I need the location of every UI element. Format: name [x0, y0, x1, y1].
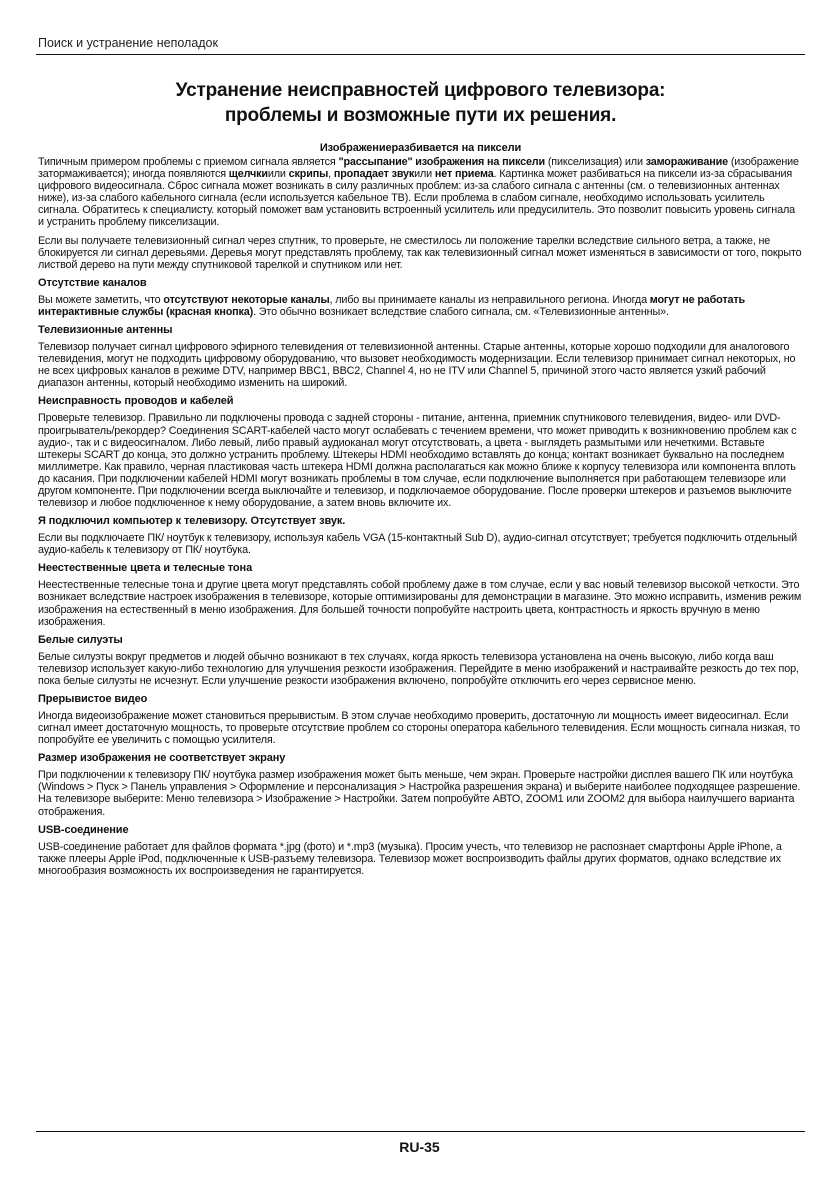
section-heading: Прерывистое видео — [38, 693, 148, 705]
section-paragraph: Телевизор получает сигнал цифрового эфирного телевидения от телевизионной антенны. Старые антенны, которые хорошо подходили для аналогового телевидения, могут не подходить цифровому оборудованию, что вызовет необходимость модернизации. Если телевизор принимает сигнал некоторых, но не всех цифровых каналов в режиме DTV, например BBC1, BBC2, Channel 4, но не ITV или Channel 5, причиной этого часто является узкий рабочий диапазон антенны, который необходимо изменить на широкий. — [38, 341, 796, 390]
page-title — [36, 78, 805, 128]
section-paragraph: Неестественные телесные тона и другие цвета могут представлять собой проблему даже в том случае, если у вас новый телевизор высокой четкости. Это возникает вследствие настроек изображения в телевизоре, которые оптимизированы для демонстрации в магазине. Это можно исправить, изменив режим изображения на естественный в меню изображения. Для большей точности попробуйте настроить цвета, контрастность и яркость вручную в меню изображения. — [38, 579, 802, 628]
section-heading: Неестественные цвета и телесные тона — [38, 562, 253, 575]
section-pc-no-sound — [38, 515, 803, 556]
section-header: Поиск и устранение неполадок — [38, 36, 218, 50]
section-heading: Телевизионные антенны — [38, 324, 173, 337]
section-cables — [38, 395, 803, 509]
section-no-channels — [38, 277, 803, 318]
section-screen-size — [38, 752, 803, 817]
section-antennas — [38, 324, 803, 389]
section-paragraph: Если вы получаете телевизионный сигнал через спутник, то проверьте, не сместилось ли положение тарелки вследствие сильного ветра, а также, не блокируется ли сигнал деревьями. Деревья могут представлять проблему, так как телевизионный сигнал может изменяться в зависимости от того, покрыто листвой дерево на пути между спутниковой тарелкой и спутником или нет. — [38, 234, 802, 271]
footer-divider — [36, 1131, 805, 1132]
page-title-line-1: Устранение неисправностей цифрового телевизора: — [175, 80, 666, 101]
header-divider — [36, 54, 805, 55]
section-heading: Белые силуэты — [38, 633, 123, 646]
section-paragraph: Белые силуэты вокруг предметов и людей обычно возникают в тех случаях, когда яркость телевизора установлена на очень высокую, либо когда ваш телевизор использует какую-либо технологию для улучшения резкости изображения. Перейдите в меню изображений и настраивайте резкость до тех пор, пока белые силуэты не исчезнут. Если улучшение резкости изображения включено, попробуйте отключить его через сервисное меню. — [38, 650, 799, 687]
page-number: RU-35 — [399, 1139, 440, 1155]
section-paragraph: Иногда видеоизображение может становиться прерывистым. В этом случае необходимо проверить, достаточную ли мощность имеет видеосигнал. Если сигнал имеет достаточную мощность, то проверьте отсутствие проблем со стороны оператора кабельного телевидения. Если мощность сигнала низкая, то попробуйте ее увеличить с помощью усилителя. — [38, 710, 801, 747]
section-choppy-video — [38, 693, 803, 746]
section-heading: Неисправность проводов и кабелей — [38, 395, 234, 408]
section-heading: USB-соединение — [38, 823, 129, 836]
page-title-line-2: проблемы и возможные пути их решения. — [224, 105, 617, 126]
emphasis-text: нет приема — [434, 168, 494, 181]
section-paragraph: Вы можете заметить, что отсутствуют некоторые каналы, либо вы принимаете каналы из неправильного региона. Иногда могут не работать интерактивные службы (красная кнопка). Это обычно возникает вследствие слабого сигнала, см. «Телевизионные антенны». — [38, 293, 745, 318]
content — [38, 142, 803, 883]
section-heading: Размер изображения не соответствует экрану — [38, 752, 286, 765]
emphasis-text: скрипы — [288, 168, 329, 181]
emphasis-text: щелчки — [228, 168, 268, 181]
section-colors — [38, 562, 803, 627]
section-paragraph: Типичным примером проблемы с приемом сигнала является "рассыпание" изображения на пиксели (пикселизация) или замораживание (изображение затормаживается); иногда появляются щелчкиили скрипы, пропадает звукили нет приема. Картинка может разбиваться на пиксели из-за сбрасывания цифрового видеосигнала. Сброс сигнала может возникать в силу различных проблем: из-за слабого сигнала с антенны (см. о телевизионных антеннах ниже), из-за слабого кабельного сигнала (если используется кабельное ТВ). Если проблема в слабом сигнале, необходимо использовать усилитель сигнала. Обратитесь к специалисту. который поможет вам установить встроенный усилитель или предусилитель. Это позволит повысить уровень сигнала и устранить проблему пикселизации. — [38, 156, 799, 229]
section-heading: Отсутствие каналов — [38, 276, 147, 289]
emphasis-text: "рассыпание" изображения на пиксели — [338, 156, 546, 168]
section-heading: Я подключил компьютер к телевизору. Отсутствует звук. — [38, 515, 346, 528]
section-pixelation — [38, 142, 803, 271]
section-silhouettes — [38, 634, 803, 687]
section-paragraph: При подключении к телевизору ПК/ ноутбука размер изображения может быть меньше, чем экран. Проверьте настройки дисплея вашего ПК или ноутбука (Windows > Пуск > Панель управления > Оформление и персонализация > Настройка разрешения экрана) и выберите наиболее подходящее разрешение. На телевизоре выберите: Меню телевизора > Изображение > Настройки. Затем попробуйте АВТО, ZOOM1 или ZOOM2 для выбора наилучшего варианта отображения. — [38, 769, 801, 818]
section-heading: Изображениеразбивается на пиксели — [319, 142, 522, 154]
section-paragraph: Если вы подключаете ПК/ ноутбук к телевизору, используя кабель VGA (15-контактный Sub D), аудио-сигнал отсутствует; требуется подключить отдельный аудио-кабель к телевизору от ПК/ ноутбука. — [38, 532, 798, 557]
emphasis-text: могут не работать интерактивные службы (красная кнопка) — [38, 293, 745, 318]
emphasis-text: замораживание — [645, 156, 728, 168]
section-paragraph: USB-соединение работает для файлов формата *.jpg (фото) и *.mp3 (музыка). Просим учесть, что телевизор не распознает смартфоны Apple iPhone, а также плееры Apple iPod, подключенные к USB-разъему телевизора. Телевизор может воспроизводить файлы других форматов, однако вследствие их многообразия возможность их воспроизведения не гарантируется. — [38, 840, 782, 877]
section-usb — [38, 824, 803, 877]
emphasis-text: пропадает звук — [333, 168, 415, 181]
section-paragraph: Проверьте телевизор. Правильно ли подключены провода с задней стороны - питание, антенна, приемник спутникового телевидения, видео- или DVD-проигрыватель/рекордер? Соединения SCART-кабелей часто могут ослабевать с течением времени, что может приводить к возникновению проблем как с аудио-, так и с видеосигналом. Либо левый, либо правый аудиоканал могут отсутствовать, а цвета - выглядеть размытыми или нечеткими. Вставьте штекеры SCART до конца, это должно устранить проблему. Штекеры HDMI необходимо вставлять до конца; контакт возникает буквально на последнем миллиметре. Как правило, черная пластиковая часть штекера HDMI должна располагаться как можно ближе к корпусу телевизора или компонента вплоть до касания. При подключении кабелей HDMI могут возникать проблемы в том случае, если подключение выполняется при работающем телевизоре или другом компоненте. При подключении всегда выключайте и телевизор, и подключаемое оборудование. После проверки штекеров и разъемов выключите телевизор и любое подключенное к нему оборудование, а затем вновь включите их. — [38, 412, 797, 510]
emphasis-text: отсутствуют некоторые каналы — [163, 293, 330, 306]
